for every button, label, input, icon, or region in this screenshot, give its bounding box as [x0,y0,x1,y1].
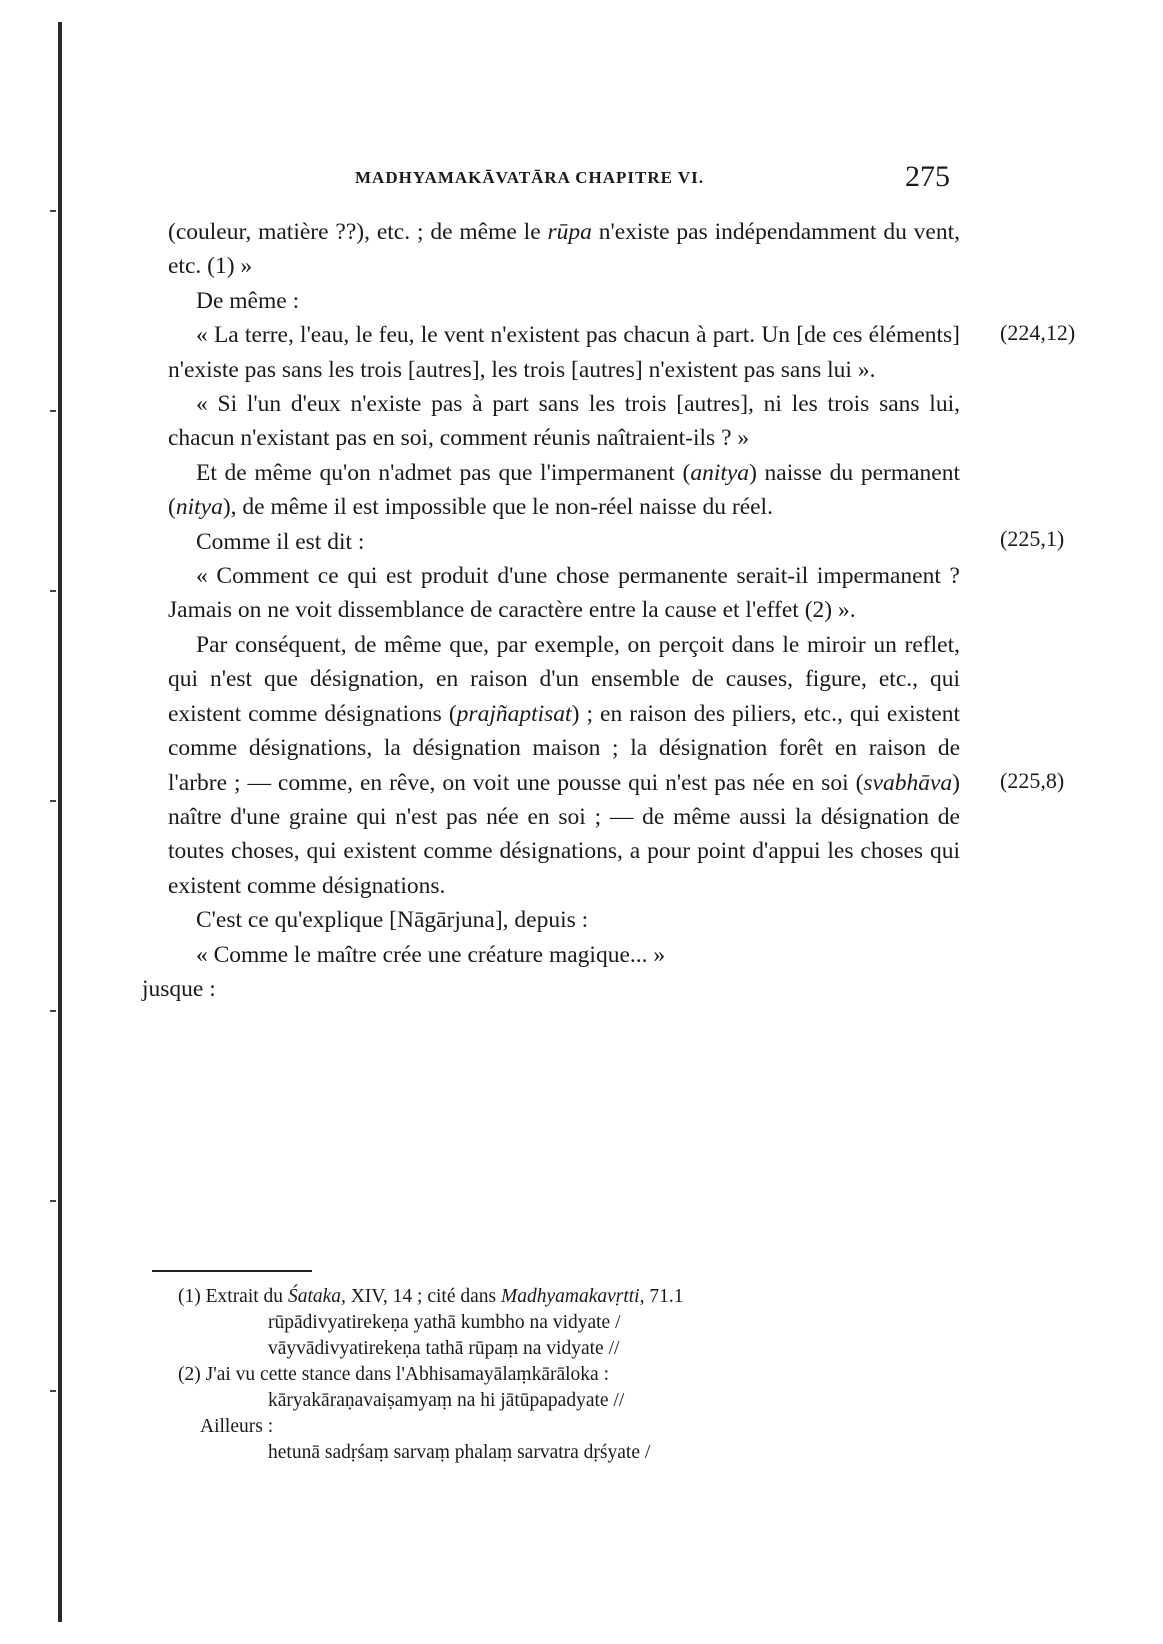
sanskrit-term: prajñaptisat [456,700,572,727]
paragraph-3 [168,318,960,387]
text-span: , 71.1 [639,1286,684,1307]
text-span: Et de même qu'on n'admet pas que l'impermanent ( [196,459,691,486]
title-term: Śataka [287,1286,342,1307]
running-head: MADHYAMAKĀVATĀRA CHAPITRE VI. [355,168,705,187]
sanskrit-term: anitya [690,459,750,486]
paragraph-1 [168,215,960,284]
text-span: Par conséquent, de même que, par exemple, on perçoit dans le miroir un reflet, qui n'est que désignation, en raison d'un ensemble de causes, figure, etc., qui existent comme désignations ( [168,631,960,727]
footnote-2: (2) J'ai vu cette stance dans l'Abhisamayālaṃkārāloka : [178,1364,609,1385]
text-span: (1) Extrait du [178,1286,288,1307]
binding-mark [50,1010,56,1012]
binding-mark [50,590,56,592]
margin-reference: (225,8) [1000,768,1065,793]
footnote-rule [152,1270,312,1272]
margin-reference: (224,12) [1000,320,1076,345]
paragraph-7: « Comment ce qui est produit d'une chose permanente serait-il impermanent ? Jamais on ne voit dissemblance de caractère entre la cause et l'effet (2) ». [168,563,960,624]
sanskrit-term: svabhāva [863,769,953,796]
footnote-verse: vāyvādivyatirekeṇa tathā rūpaṃ na vidyate // [268,1338,620,1359]
paragraph-11: jusque : [142,975,216,1002]
footnote-subhead: Ailleurs : [200,1416,274,1437]
text-span: ) naisse du permanent ( [168,459,961,521]
text-span: « La terre, l'eau, le feu, le vent n'existent pas chacun à part. Un [de ces éléments] n'existe pas sans les trois [autres], les trois [autres] n'existent pas sans lui ». [168,322,960,383]
sanskrit-term: rūpa [547,219,592,245]
footnotes [178,1284,998,1466]
page-binding-edge [58,22,62,1622]
paragraph-8 [168,628,960,903]
text-span: ), de même il est impossible que le non-réel naisse du réel. [222,494,773,521]
binding-mark [50,410,56,412]
footnote-verse: rūpādivyatirekeṇa yathā kumbho na vidyate / [268,1312,621,1333]
page-number: 275 [905,160,950,193]
text-span: ) ; en raison des piliers, etc., qui existent comme désignations, la désignation maison ; la désignation forêt en raison de l'arbre ; — comme, en rêve, on voit une pousse qui n'est pas née en soi ( [168,700,960,796]
binding-mark [50,1200,56,1202]
title-term: Madhyamakavṛtti [500,1286,640,1307]
paragraph-10: « Comme le maître crée une créature magique... » [196,941,666,968]
margin-reference: (225,1) [1000,526,1065,551]
paragraph-4: « Si l'un d'eux n'existe pas à part sans les trois [autres], ni les trois sans lui, chacun n'existant pas en soi, comment réunis naîtraient-ils ? » [168,391,960,452]
text-span: (couleur, matière ??), etc. ; de même le [168,219,548,245]
paragraph-5 [168,456,960,525]
footnote-1 [178,1284,998,1310]
footnote-verse: hetunā sadṛśaṃ sarvaṃ phalaṃ sarvatra dṛśyate / [268,1442,651,1463]
sanskrit-term: nitya [175,494,223,521]
binding-mark [50,210,56,212]
text-span: , XIV, 14 ; cité dans [341,1286,501,1307]
binding-mark [50,1390,56,1392]
text-span: n'existe pas indépendamment du vent, etc. (1) » [168,219,961,280]
paragraph-9: C'est ce qu'explique [Nāgārjuna], depuis : [196,907,589,934]
paragraph-2: De même : [196,287,300,314]
page-header [170,160,950,200]
paragraph-6: Comme il est dit : [196,528,365,555]
binding-mark [50,800,56,802]
footnote-verse: kāryakāraṇavaiṣamyaṃ na hi jātūpapadyate // [268,1390,625,1411]
main-text [142,215,961,1006]
text-span: ) naître d'une graine qui n'est pas née en soi ; — de même aussi la désignation de toutes choses, qui existent comme désignations, a pour point d'appui les choses qui existent comme désignations. [168,769,960,899]
